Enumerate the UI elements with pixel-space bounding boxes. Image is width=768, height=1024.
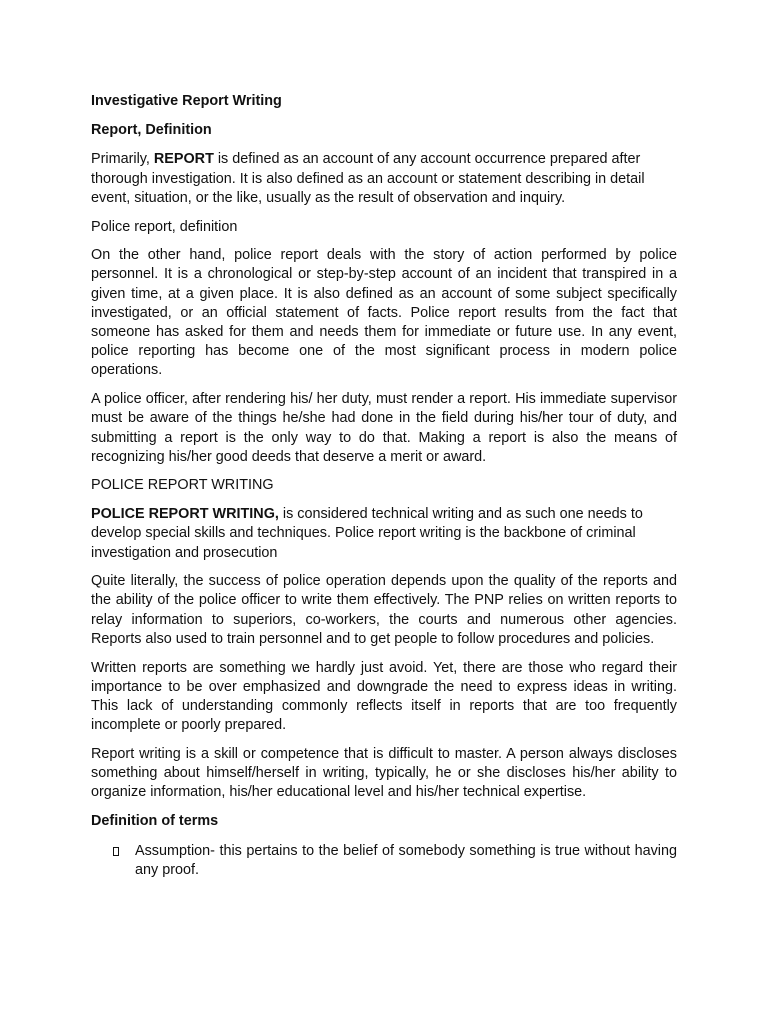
paragraph-text: Primarily,	[91, 151, 154, 168]
section-heading-definition-of-terms: Definition of terms	[91, 813, 219, 829]
paragraph-police-report-1: On the other hand, police report deals with the story of action performed by police personnel. It is a chronological or step-by-step account of an incident that transpired in a given time, at a given place. It is also defined as an account of some subject specifically investigated, or an official statement of facts. Police report results from the fact that someone has asked for them and needs them for immediate or future use. In any event, police reporting has become one of the most significant process in modern police operations.	[91, 247, 677, 379]
paragraph-police-report-writing-3: Written reports are something we hardly just avoid. Yet, there are those who regard their importance to be over emphasized and downgrade the need to express ideas in writing. This lack of understanding commonly reflects itself in reports that are too frequently incomplete or poorly prepared.	[91, 659, 677, 734]
section-heading-report-definition: Report, Definition	[91, 122, 212, 139]
paragraph-police-report-writing-4: Report writing is a skill or competence that is difficult to master. A person always discloses something about himself/herself in writing, typically, he or she discloses his/her ability to organize information, his/her educational level and his/her technical expertise.	[91, 745, 677, 801]
list-item-text: Assumption- this pertains to the belief of somebody something is true without having any proof.	[135, 843, 677, 879]
document-page	[91, 92, 677, 881]
paragraph-police-report-writing-2: Quite literally, the success of police operation depends upon the quality of the reports and the ability of the police officer to write them effectively. The PNP relies on written reports to relay information to superiors, co-workers, the courts and numerous other agencies. Reports also used to train personnel and to get people to follow procedures and policies.	[91, 573, 677, 647]
paragraph-text: is defined as an account of any account occurrence prepared after thorough investigation. It is also defined as an account or statement describing in detail event, situation, or the like, usually as the result of observation and inquiry.	[91, 151, 645, 206]
paragraph-police-report-writing-1	[91, 505, 677, 563]
paragraph-text: is considered technical writing and as such one needs to develop special skills and techniques. Police report writing is the backbone of criminal investigation and prosecution	[91, 506, 643, 561]
section-heading-police-report-definition: Police report, definition	[91, 218, 238, 235]
bullet-box-icon	[113, 847, 119, 856]
paragraph-report-definition	[91, 150, 677, 208]
section-heading-police-report-writing: POLICE REPORT WRITING	[91, 477, 274, 494]
paragraph-police-report-2: A police officer, after rendering his/ her duty, must render a report. His immediate supervisor must be aware of the things he/she had done in the field during his/her tour of duty, and submitting a report is the only way to do that. Making a report is also the means of recognizing his/her good deeds that deserve a merit or award.	[91, 391, 677, 465]
bold-term-police-report-writing: POLICE REPORT WRITING,	[91, 506, 279, 523]
bold-term-report: REPORT	[153, 151, 214, 168]
list-item	[91, 842, 677, 880]
document-title: Investigative Report Writing	[91, 93, 282, 109]
